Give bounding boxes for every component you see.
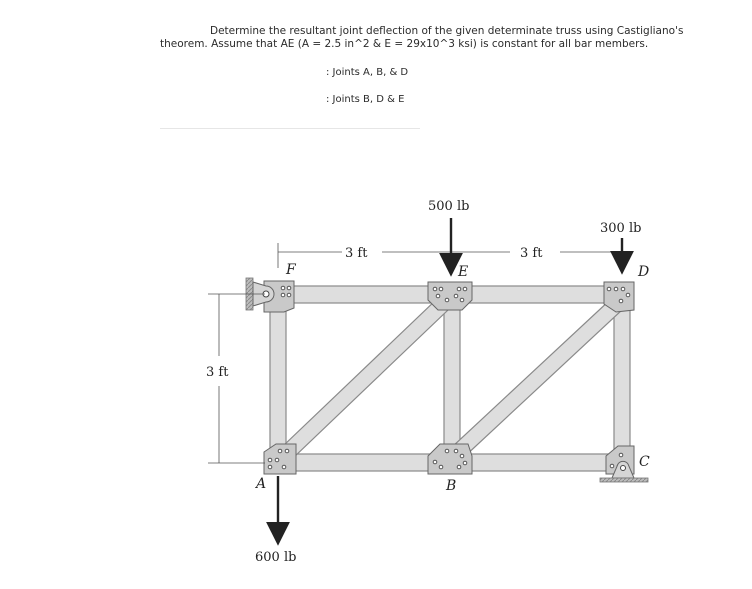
member-be [444, 300, 460, 456]
problem-line-1: Determine the resultant joint deflection of the given determinate truss using Castigliano's [210, 25, 684, 37]
question-joints-2: : Joints B, D & E [326, 94, 405, 105]
member-bd [452, 299, 622, 458]
joint-label-d: D [638, 264, 650, 280]
joint-label-a: A [256, 476, 267, 492]
member-ae [282, 299, 448, 458]
dimension-label-left-span: 3 ft [345, 246, 368, 261]
plate-d [604, 282, 634, 312]
plate-b [428, 444, 472, 474]
load-label-d: 300 lb [600, 221, 642, 236]
joint-label-f: F [286, 262, 296, 278]
member-af [270, 300, 286, 456]
truss-members [270, 286, 630, 471]
joint-label-c: C [639, 454, 650, 470]
joint-label-e: E [458, 264, 469, 280]
load-label-a: 600 lb [255, 550, 297, 565]
dimension-label-height: 3 ft [206, 365, 229, 380]
joint-label-b: B [446, 478, 457, 494]
dimension-label-right-span: 3 ft [520, 246, 543, 261]
problem-line-2: theorem. Assume that AE (A = 2.5 in^2 & E = 29x10^3 ksi) is constant for all bar members. [160, 38, 649, 50]
plate-a [264, 444, 296, 474]
plate-e [428, 282, 472, 310]
load-label-e: 500 lb [428, 199, 470, 214]
member-cd [614, 300, 630, 456]
question-joints-1: : Joints A, B, & D [326, 67, 409, 78]
